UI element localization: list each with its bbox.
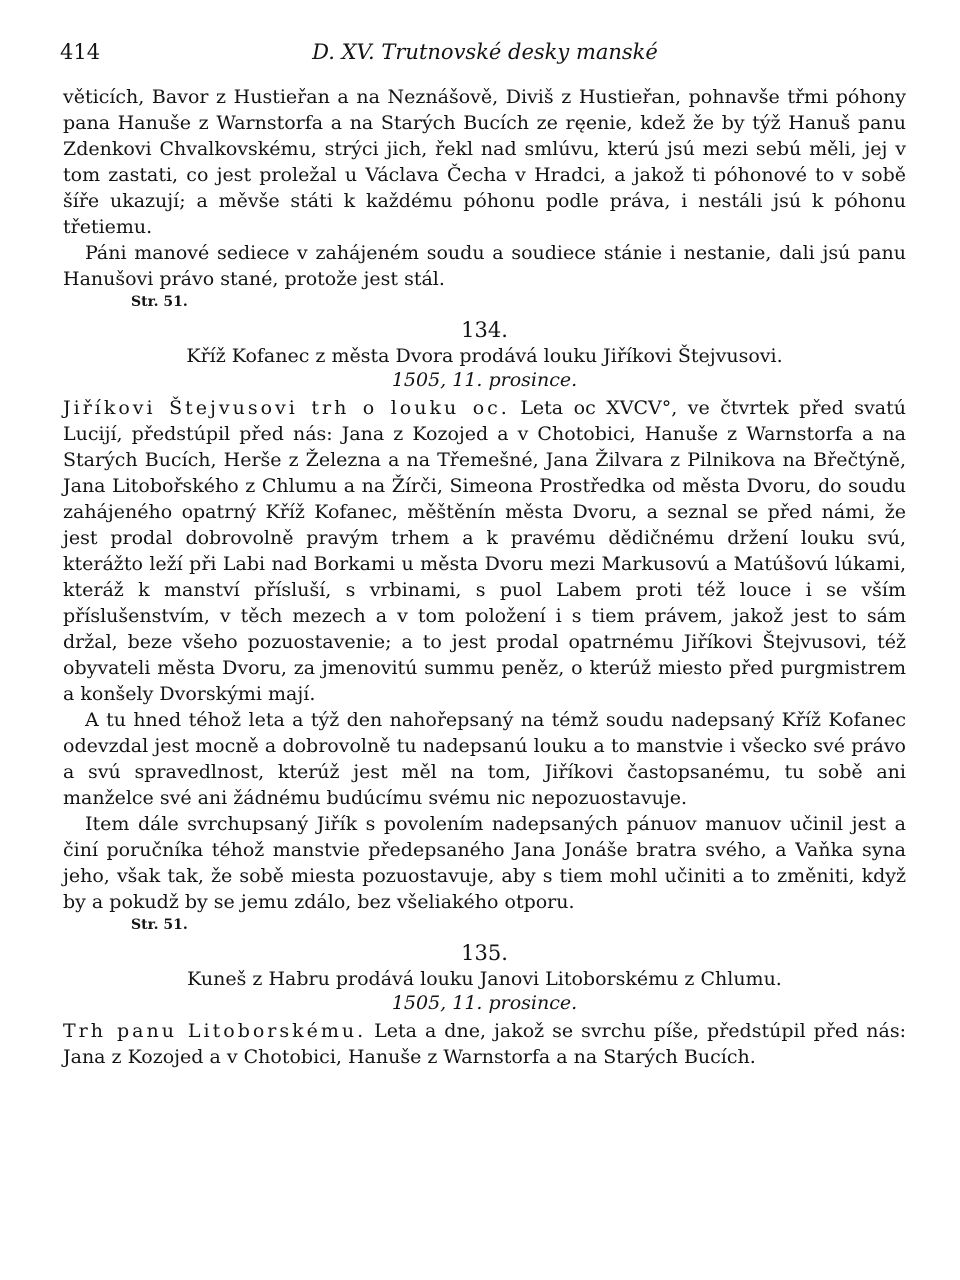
paragraph (63, 1018, 906, 1070)
paragraph: Páni manové sediece v zahájeném soudu a soudiece stánie i nestanie, dali jsú panu Hanušovi právo stané, protože jest stál. (63, 242, 906, 290)
paragraph: Item dále svrchupsaný Jiřík s povolením nadepsaných pánuov manuov učinil jest a činí poručníka téhož manstvie předepsaného Jana Jonáše bratra svého, a Vaňka syna jeho, však tak, že sobě miesta pozuostavuje, aby s tiem mohl učiniti a to změniti, když by a pokudž by se jemu zdálo, bez všeliakého otporu. (63, 813, 906, 913)
entry-text: Leta oc XVCV°, ve čtvrtek před svatú Lucijí, předstúpil před nás: Jana z Kozojed a v Chotobici, Hanuše z Warnstorfa a na Starých Bucích, Herše z Železna a na Třemešné, Jana Žilvara z Pilnikova na Břečtýně, Jana Litobořského z Chlumu a na Žírči, Simeona Prostředka od města Dvoru, do soudu zahájeného opatrný Kříž Kofanec, měštěnín města Dvoru, a seznal se před námi, že jest prodal dobrovolně pravým trhem a k pravému dědičnému držení louku svú, kterážto leží při Labi nad Borkami u města Dvoru mezi Markusovú a Matúšovú lúkami, kteráž k manství přísluší, s vrbinami, s puol Labem proti též louce i se vším příslušenstvím, v těch mezech a v tom položení i s tiem právem, jakož jest to sám držal, beze všeho pozuostavenie; a to jest prodal opatrnému Jiříkovi Štejvusovi, též obyvateli města Dvoru, za jmenovitú summu peněz, o kterúž miesto před purgmistrem a konšely Dvorskými mají. (63, 397, 906, 705)
entry-lead: Jiříkovi Štejvusovi trh o louku oc. (63, 397, 510, 419)
entry-number: 134. (461, 318, 508, 342)
page-body (63, 84, 906, 1070)
page-number: 414 (60, 40, 101, 64)
paragraph: A tu hned téhož leta a týž den nahořepsaný na témž soudu nadepsaný Kříž Kofanec odevzdal jest mocně a dobrovolně tu nadepsanú louku a to manstvie i všecko své právo a svú spravedlnost, kterúž jest měl na tom, Jiříkovi častopsanému, tu sobě ani manželce své ani žádnému budúcímu svému nic nepozuostavuje. (63, 709, 906, 809)
entry-lead: Trh panu Litoborskému. (63, 1020, 367, 1042)
entry-title: Kuneš z Habru prodává louku Janovi Litoborskému z Chlumu. (187, 968, 782, 990)
entry-text: Leta a dne, jakož se svrchu píše, předstúpil před nás: Jana z Kozojed a v Chotobici, Hanuše z Warnstorfa a na Starých Bucích. (63, 1020, 906, 1068)
paragraph (63, 395, 906, 707)
source-reference: Str. 51. (131, 294, 188, 310)
source-reference: Str. 51. (131, 917, 188, 933)
entry-title: Kříž Kofanec z města Dvora prodává louku Jiříkovi Štejvusovi. (186, 345, 783, 367)
paragraph: věticích, Bavor z Hustieřan a na Neznášově, Diviš z Hustieřan, pohnavše třmi póhony pana Hanuše z Warnstorfa a na Starých Bucích ze ręenie, kdež že by týž Hanuš panu Zdenkovi Chvalkovskému, strýci jich, řekl nad smlúvu, kterú jsú mezi sebú měli, jej v tom zastati, co jest proležal u Václava Čecha v Hradci, a jakož ti póhonové to v sobě šíře ukazují; a měvše státi k každému póhonu podle práva, i nestáli jsú k póhonu třetiemu. (63, 86, 906, 238)
running-head: D. XV. Trutnovské desky manské (312, 40, 658, 64)
entry-date: 1505, 11. prosince. (391, 992, 578, 1014)
entry-number: 135. (461, 941, 508, 965)
entry-date: 1505, 11. prosince. (391, 369, 578, 391)
page-header (60, 40, 910, 70)
